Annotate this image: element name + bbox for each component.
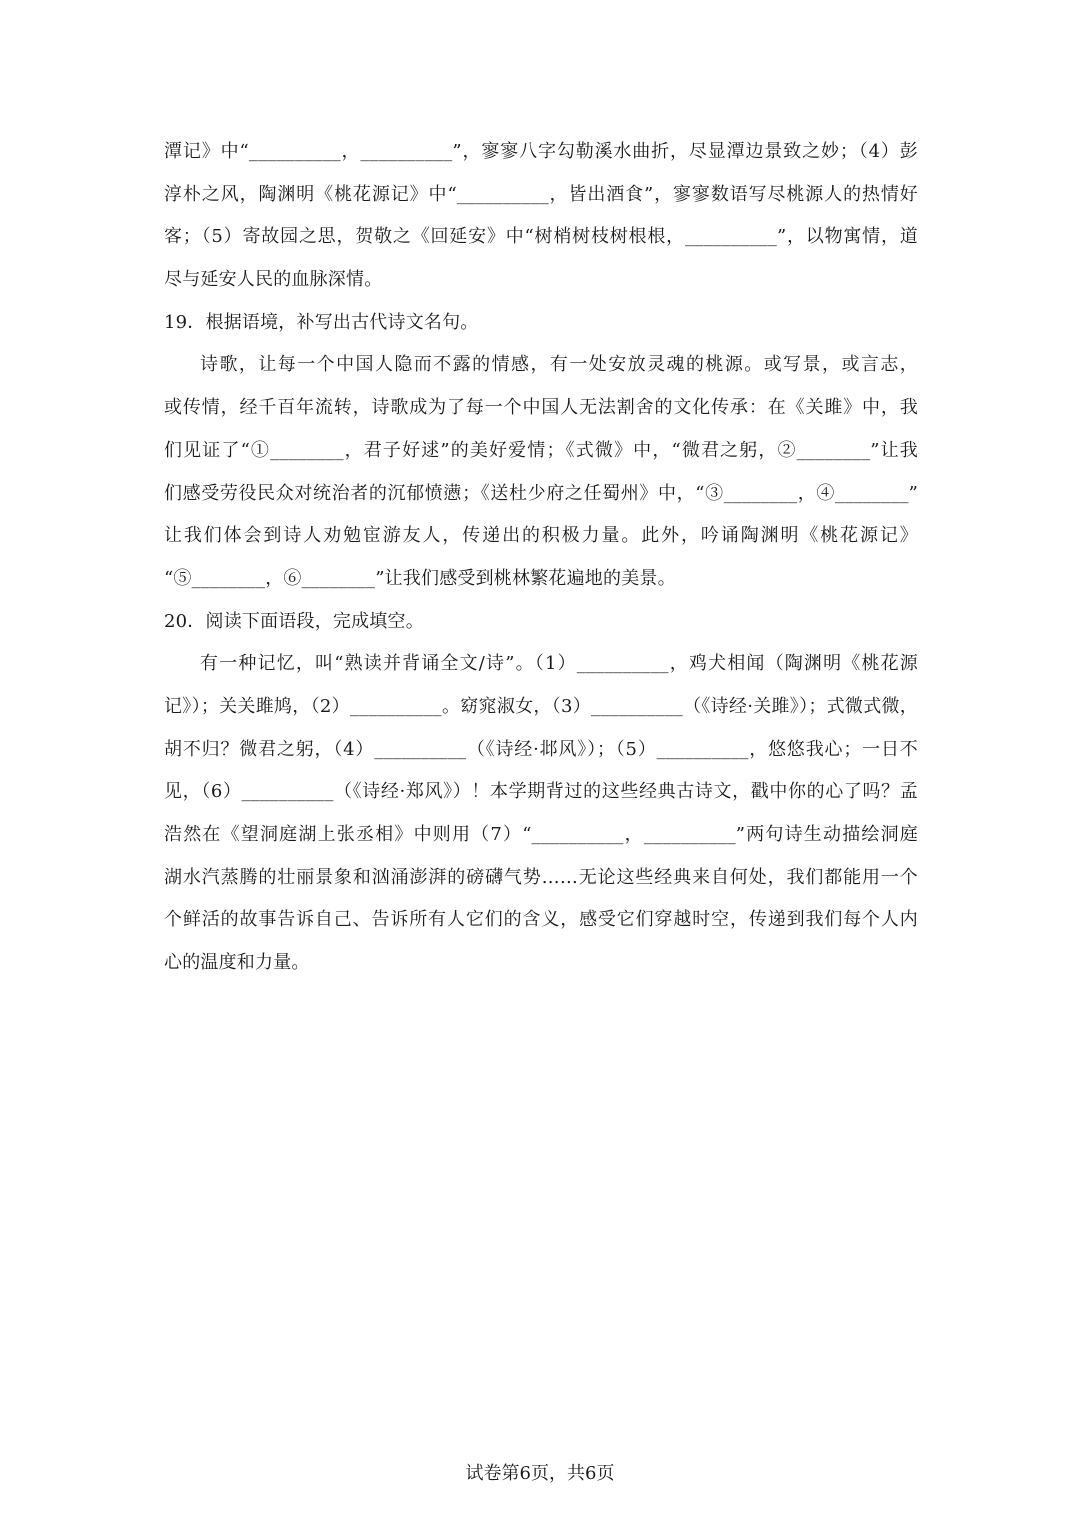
paragraph-line: 有一种记忆，叫“熟读并背诵全文/诗”。（1）__________，鸡犬相闻（陶渊明《桃花源 (200, 653, 918, 675)
paragraph-line: 或传情，经千百年流转，诗歌成为了每一个中国人无法割舍的文化传承：在《关雎》中，我 (164, 397, 918, 419)
question-20-heading: 20．阅读下面语段，完成填空。 (164, 610, 424, 632)
page-footer: 试卷第6页，共6页 (465, 1463, 615, 1484)
question-18-continued (164, 131, 918, 302)
paragraph-line: 湖水汽蒸腾的壮丽景象和汹涌澎湃的磅礴气势……无论这些经典来自何处，我们都能用一个 (164, 866, 918, 888)
paragraph-line: 们见证了“①________，君子好逑”的美好爱情；《式微》中，“微君之躬，②________”让我 (164, 439, 918, 461)
paragraph-line: 潭记》中“__________，__________”，寥寥八字勾勒溪水曲折，尽显潭边景致之妙；（4）彭 (164, 141, 918, 162)
paragraph-line: “⑤________，⑥________”让我们感受到桃林繁花遍地的美景。 (164, 567, 676, 589)
question-20 (164, 601, 918, 985)
paragraph-line: 尽与延安人民的血脉深情。 (164, 269, 383, 291)
page-content (164, 131, 918, 985)
paragraph-line: 心的温度和力量。 (164, 952, 310, 974)
paragraph-line: 浩然在《望洞庭湖上张丞相》中则用（7）“__________，__________”两句诗生动描绘洞庭 (164, 824, 918, 845)
paragraph-line: 淳朴之风，陶渊明《桃花源记》中“__________，皆出酒食”，寥寥数语写尽桃源人的热情好 (164, 183, 918, 205)
paragraph-line: 胡不归？微君之躬，（4）__________（《诗经·邶风》）；（5）__________，悠悠我心；一日不 (164, 738, 918, 760)
question-19 (164, 302, 918, 601)
paragraph-line: 诗歌，让每一个中国人隐而不露的情感，有一处安放灵魂的桃源。或写景，或言志， (200, 354, 918, 376)
paragraph-line: 见，（6）__________（《诗经·郑风》）！本学期背过的这些经典古诗文，戳中你的心了吗？孟 (164, 781, 918, 803)
paragraph-line: 记》）；关关雎鸠，（2）__________。窈窕淑女，（3）__________（《诗经·关雎》）；式微式微， (164, 695, 918, 717)
paragraph-line: 个鲜活的故事告诉自己、告诉所有人它们的含义，感受它们穿越时空，传递到我们每个人内 (164, 909, 918, 931)
paragraph-line: 们感受劳役民众对统治者的沉郁愤懑；《送杜少府之任蜀州》中，“③________，④________” (164, 482, 918, 504)
paragraph-line: 客；（5）寄故园之思，贺敬之《回延安》中“树梢树枝树根根，__________”，以物寓情，道 (164, 226, 918, 248)
question-19-heading: 19．根据语境，补写出古代诗文名句。 (164, 311, 479, 333)
paragraph-line: 让我们体会到诗人劝勉宦游友人，传递出的积极力量。此外，吟诵陶渊明《桃花源记》 (164, 525, 918, 547)
